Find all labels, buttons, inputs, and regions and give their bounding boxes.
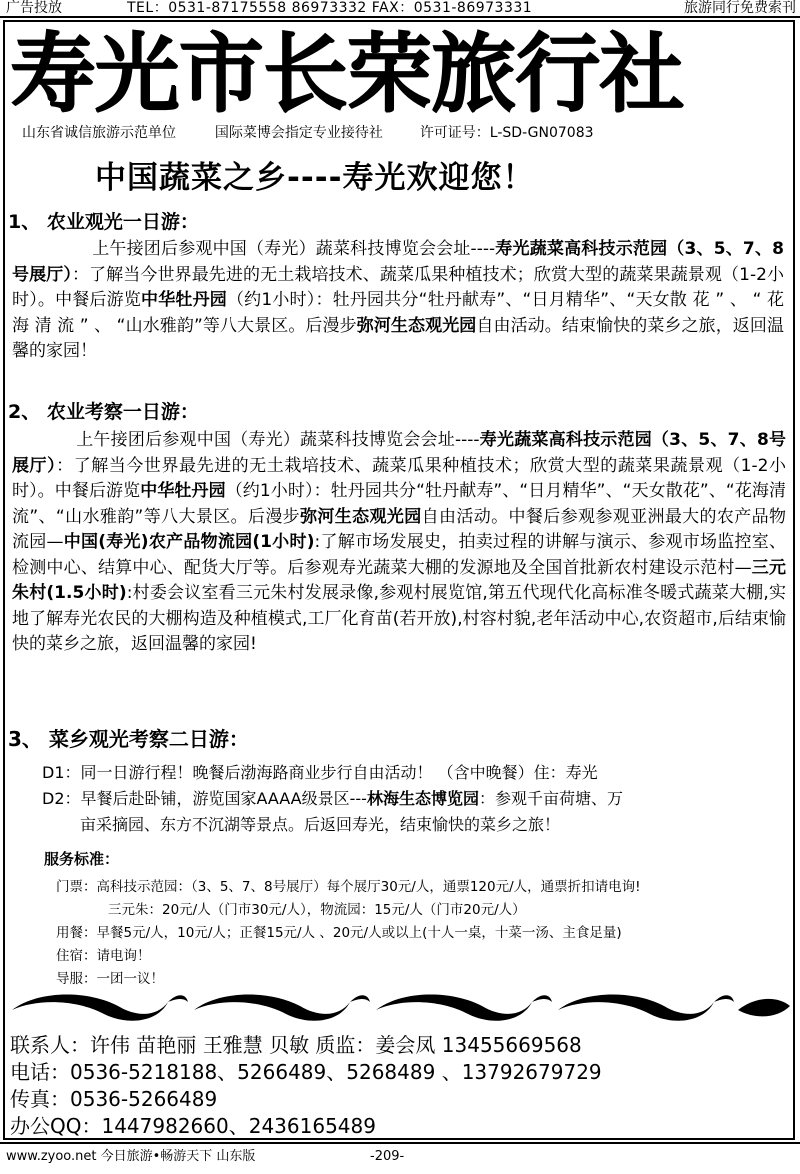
top-divider (0, 16, 800, 18)
tour2-highlight: 中国(寿光)农产品物流园(1小时) (63, 532, 315, 552)
tickets-row-continued: 三元朱：20元/人（门市30元/人），物流园：15元/人（门市20元/人） (108, 902, 526, 918)
day2-continued: 亩采摘园、东方不沉湖等景点。后返回寿光，结束愉快的菜乡之旅！ (80, 815, 561, 834)
slogan: 中国蔬菜之乡----寿光欢迎您！ (95, 160, 535, 196)
swirl-ornament (350, 995, 370, 1002)
swirl-ornament (532, 995, 552, 1002)
guide-row: 导服：一团一议！ (56, 971, 164, 987)
contact-people: 联系人：许伟 苗艳丽 王雅慧 贝敏 质监：姜会凤 13455669568 (10, 1033, 582, 1057)
top-bar (0, 0, 800, 18)
day2-highlight: 林海生态博览园 (366, 789, 479, 808)
footer-site: www.zyoo.net 今日旅游•畅游天下 山东版 (6, 1149, 256, 1164)
contact-fax: 传真：0536-5266489 (10, 1087, 218, 1111)
ornament-divider (8, 988, 792, 1028)
tour2-text: 自由活动。中餐后参观参观亚洲最大的农产品物流园— (12, 506, 787, 552)
tour2-text: ：了解当今世界最先进的无土栽培技术、蔬菜瓜果种植技术；欣赏大型的蔬菜果蔬景观（1-2小时）。中餐后游览 (12, 455, 786, 501)
service-list (56, 876, 796, 991)
tour2-highlight: 中华牡丹园 (140, 481, 226, 501)
tour2-text: 上午接团后参观中国（寿光）蔬菜科技博览会会址---- (76, 430, 480, 450)
day2-text: ：参观千亩荷塘、万 (478, 789, 623, 808)
tour1-highlight: 寿光蔬菜高科技示范园（3、5、7、8号展厅） (12, 239, 784, 285)
footer (0, 1142, 800, 1174)
tour1-highlight: 中华牡丹园 (141, 290, 227, 310)
contact-phone: 电话：0536-5218188、5266489、5268489 、13792679729 (10, 1060, 602, 1084)
swirl-ornament (194, 994, 350, 1020)
tour2-highlight: 三元朱村(1.5小时) (12, 557, 787, 603)
tour2-text: :了解市场发展史，拍卖过程的讲解与演示、参观市场监控室、检测中心、结算中心、配货大厅等。后参观寿光蔬菜大棚的发源地及全国首批新农村建设示范村— (12, 532, 787, 578)
swirl-ornament (558, 994, 714, 1020)
tour2-highlight: 弥河生态观光园 (300, 506, 422, 527)
tour2-title: 2、 农业考察一日游： (8, 401, 199, 423)
day2-text: D2：早餐后赴卧铺，游览国家AAAA级景区--- (42, 789, 367, 808)
page-number: -209- (370, 1149, 405, 1164)
designation-text: 国际菜博会指定专业接待社 (214, 125, 383, 141)
tour1-text: 上午接团后参观中国（寿光）蔬菜科技博览会会址---- (92, 239, 496, 259)
day1-row: D1：同一日游行程！晚餐后渤海路商业步行自由活动！ （含中晚餐）住：寿光 (42, 763, 598, 782)
contact-qq: 办公QQ：1447982660、2436165489 (10, 1114, 376, 1138)
credentials (22, 124, 594, 142)
tour2-text: （约1小时）：牡丹园共分“牡丹献寿”、“日月精华”、“天女散花”、“花海清流”、“山水雅韵”等八大景区。后漫步 (12, 481, 787, 527)
meals-row: 用餐：早餐5元/人，10元/人；正餐15元/人 、20元/人或以上(十人一桌，十菜一汤、主食足量) (56, 925, 622, 941)
tour2-text: :村委会议室看三元朱村发展录像,参观村展览馆,第五代现代化高标准冬暖式蔬菜大棚,实地了解寿光农民的大棚构造及种植模式,工厂化育苗(若开放),村容村貌,老年活动中心,农资超市,后结束愉快的菜乡之旅，返回温馨的家园! (12, 583, 787, 654)
tour2-highlight: 寿光蔬菜高科技示范园（3、5、7、8号展厅） (12, 430, 786, 476)
swirl-ornament (12, 994, 168, 1020)
tour2-description (12, 428, 786, 658)
ad-label: 广告投放 (6, 0, 62, 16)
free-index-label: 旅游同行免费索刊 (684, 0, 796, 16)
honor-text: 山东省诚信旅游示范单位 (22, 125, 176, 141)
tickets-row: 门票：高科技示范园：（3、5、7、8号展厅）每个展厅30元/人，通票120元/人，通票折扣请电询! (56, 879, 641, 895)
lodging-row: 住宿：请电询！ (56, 948, 151, 964)
swirl-ornament (738, 999, 790, 1016)
swirl-ornament (168, 995, 188, 1002)
tour3-title: 3、 菜乡观光考察二日游： (8, 727, 249, 751)
license-text: 许可证号：L-SD-GN07083 (419, 125, 594, 141)
swirl-ornament (714, 995, 734, 1002)
service-title: 服务标准： (44, 850, 120, 868)
company-name: 寿光市长荣旅行社 (10, 24, 684, 124)
tour1-highlight: 弥河生态观光园 (356, 315, 477, 336)
contact-line: TEL：0531-87175558 86973332 FAX：0531-86973331 (127, 0, 533, 16)
tour1-title: 1、 农业观光一日游： (8, 211, 199, 233)
tour1-description (12, 237, 784, 365)
tour1-text: （约1小时）：牡丹园共分“牡丹献寿”、“日月精华”、“天女散 花 ” 、 “ 花 海 清 流 ” 、 “山水雅韵”等八大景区。后漫步 (12, 290, 785, 336)
tour1-text: ：了解当今世界最先进的无土栽培技术、蔬菜瓜果种植技术；欣赏大型的蔬菜果蔬景观（1-2小时）。中餐后游览 (12, 264, 785, 310)
tour3-itinerary (42, 760, 792, 838)
swirl-ornament (376, 994, 532, 1020)
day2-row (42, 786, 792, 812)
tour1-text: 自由活动。结束愉快的菜乡之旅，返回温馨的家园！ (12, 315, 785, 361)
contact-block (10, 1032, 602, 1140)
